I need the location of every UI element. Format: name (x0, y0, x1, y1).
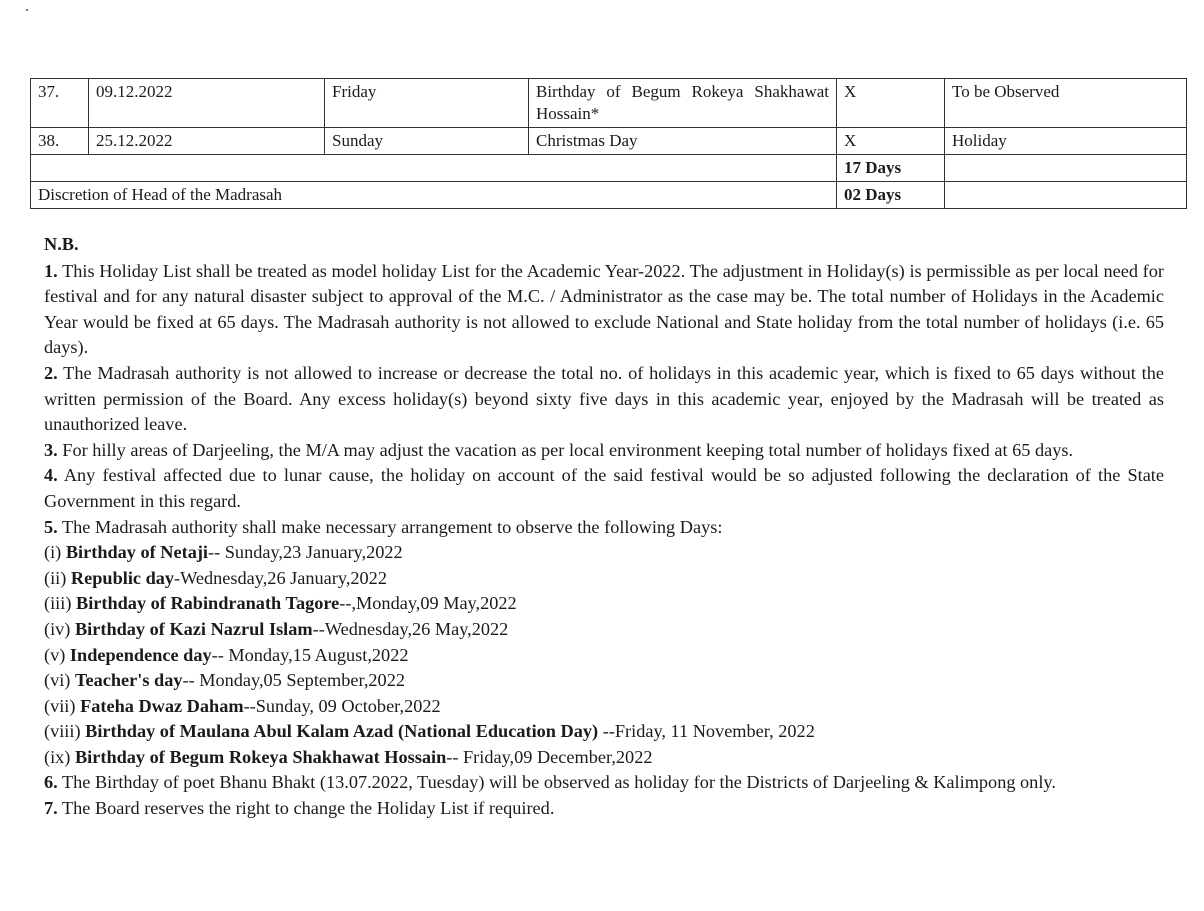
note-number: 3. (44, 439, 58, 460)
note-3 (44, 438, 1164, 464)
observance-date: -- Monday,05 September,2022 (182, 670, 405, 691)
total-label-cell (31, 155, 837, 182)
observance-item: (v) Independence day-- Monday,15 August,2022 (44, 644, 409, 665)
observance-item: (viii) Birthday of Maulana Abul Kalam Azad (National Education Day) --Friday, 11 November, 2022 (44, 721, 815, 742)
holiday-table (30, 78, 1187, 209)
observance-name: Birthday of Netaji (65, 542, 209, 563)
note-number: 1. (44, 260, 58, 281)
note-text: This Holiday List shall be treated as model holiday List for the Academic Year-2022. The adjustment in Holiday(s) is permissible as per local need for festival and for any natural disaster subject to approval of the M.C. / Administrator as the case may be. The total number of Holidays in the Academic Year would be fixed at 65 days. The Madrasah authority is not allowed to exclude National and State holiday from the total number of holidays (i.e. 65 days). (44, 260, 1165, 358)
table-row (31, 128, 1187, 155)
observance-item: (iv) Birthday of Kazi Nazrul Islam--Wednesday,26 May,2022 (44, 618, 509, 639)
note-1 (44, 259, 1164, 361)
note-text: The Madrasah authority shall make necessary arrangement to observe the following Days: (61, 516, 723, 537)
observance-item: (ix) Birthday of Begum Rokeya Shakhawat Hossain-- Friday,09 December,2022 (44, 746, 653, 767)
serial-cell: 37. (31, 79, 89, 128)
note-text: The Board reserves the right to change the Holiday List if required. (61, 798, 555, 819)
remark-cell: To be Observed (945, 79, 1187, 128)
observance-item: (i) Birthday of Netaji-- Sunday,23 January,2022 (44, 542, 403, 563)
note-text: The Madrasah authority is not allowed to increase or decrease the total no. of holidays in this academic year, which is fixed to 65 days without the written permission of the Board. Any excess holiday(s) beyond sixty five days in this academic year, enjoyed by the Madrasah will be treated as unauthorized leave. (44, 362, 1164, 435)
date-cell: 25.12.2022 (89, 128, 325, 155)
discretion-days-cell: 02 Days (837, 182, 945, 209)
note-text: For hilly areas of Darjeeling, the M/A may adjust the vacation as per local environment keeping total number of holidays fixed at 65 days. (62, 439, 1074, 460)
observance-date: --,Monday,09 May,2022 (339, 593, 517, 614)
observance-date: -- Sunday,23 January,2022 (208, 542, 403, 563)
table-row (31, 79, 1187, 128)
note-number: 2. (44, 362, 58, 383)
occasion-cell: Birthday of Begum Rokeya Shakhawat Hossain* (529, 79, 837, 128)
observance-name: Birthday of Begum Rokeya Shakhawat Hossain (74, 746, 447, 767)
observance-date: -- Friday,09 December,2022 (446, 746, 653, 767)
discretion-blank-cell (945, 182, 1187, 209)
mark-cell: X (837, 128, 945, 155)
note-4 (44, 463, 1164, 514)
notes-section (44, 232, 1164, 822)
note-5 (44, 515, 1164, 541)
note-6 (44, 770, 1164, 796)
observance-item: (ii) Republic day-Wednesday,26 January,2022 (44, 567, 387, 588)
note-number: 5. (44, 516, 58, 537)
occasion-cell: Christmas Day (529, 128, 837, 155)
observance-name: Birthday of Rabindranath Tagore (76, 593, 340, 614)
observance-name: Birthday of Kazi Nazrul Islam (74, 618, 313, 639)
observance-date: -- Monday,15 August,2022 (211, 644, 409, 665)
observance-item: (vi) Teacher's day-- Monday,05 September,2022 (44, 670, 405, 691)
observance-name: Birthday of Maulana Abul Kalam Azad (National Education Day) (85, 721, 599, 742)
observance-name: Fateha Dwaz Daham (80, 695, 244, 716)
observance-date: -Wednesday,26 January,2022 (174, 567, 387, 588)
observance-name: Republic day (70, 567, 175, 588)
note-number: 7. (44, 798, 58, 819)
note-text: Any festival affected due to lunar cause, the holiday on account of the said festival would be so adjusted following the declaration of the State Government in this regard. (44, 465, 1164, 511)
note-2 (44, 361, 1164, 438)
scan-speck (26, 9, 28, 11)
observance-item: (iii) Birthday of Rabindranath Tagore--,Monday,09 May,2022 (44, 593, 517, 614)
remark-cell: Holiday (945, 128, 1187, 155)
note-number: 6. (44, 772, 58, 793)
observance-date: --Friday, 11 November, 2022 (598, 721, 815, 742)
observance-name: Independence day (69, 644, 212, 665)
discretion-row (31, 182, 1187, 209)
observance-item: (vii) Fateha Dwaz Daham--Sunday, 09 October,2022 (44, 695, 441, 716)
day-cell: Friday (325, 79, 529, 128)
mark-cell: X (837, 79, 945, 128)
observance-name: Teacher's day (74, 670, 183, 691)
total-blank-cell (945, 155, 1187, 182)
total-row (31, 155, 1187, 182)
observance-date: --Sunday, 09 October,2022 (243, 695, 441, 716)
note-7 (44, 796, 1164, 822)
notes-title: N.B. (44, 234, 79, 254)
date-cell: 09.12.2022 (89, 79, 325, 128)
day-cell: Sunday (325, 128, 529, 155)
discretion-label-cell: Discretion of Head of the Madrasah (31, 182, 837, 209)
total-days-cell: 17 Days (837, 155, 945, 182)
note-text: The Birthday of poet Bhanu Bhakt (13.07.2022, Tuesday) will be observed as holiday for the Districts of Darjeeling & Kalimpong only. (61, 772, 1056, 793)
note-number: 4. (44, 465, 58, 486)
serial-cell: 38. (31, 128, 89, 155)
observance-date: --Wednesday,26 May,2022 (312, 618, 509, 639)
